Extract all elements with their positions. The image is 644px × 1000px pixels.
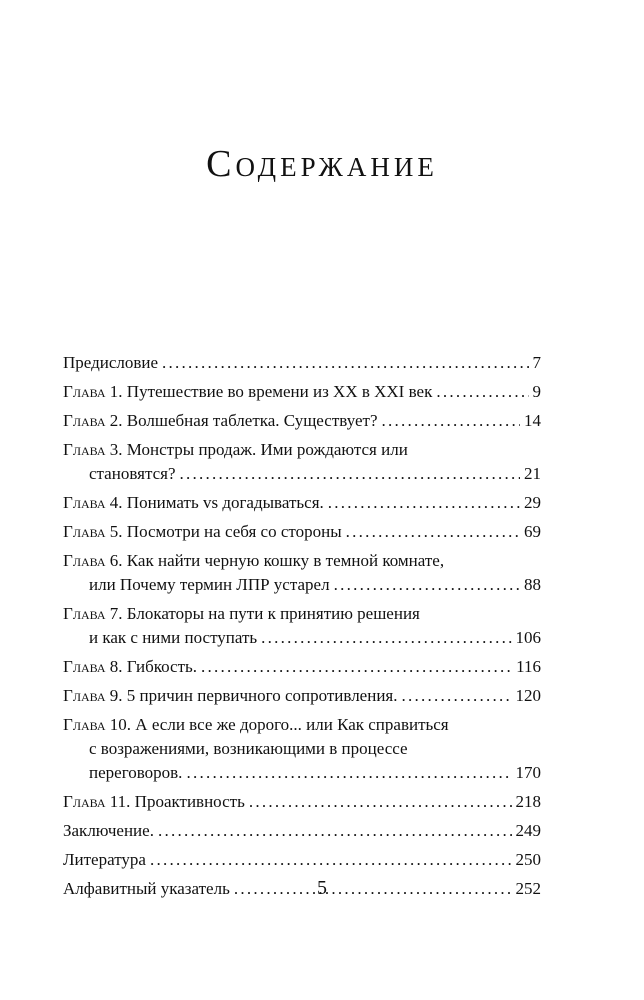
- toc-line: [63, 462, 541, 486]
- toc-entry-title: [89, 573, 330, 597]
- toc-entry-title: [63, 848, 146, 872]
- toc-page-number: 9: [532, 382, 541, 401]
- toc-line: [63, 549, 541, 573]
- toc-line: [63, 438, 541, 462]
- toc-title-text: 5 причин первичного сопротивления.: [126, 686, 398, 705]
- toc-chapter-number: Глава 9.: [63, 686, 123, 705]
- toc-page-number: 250: [515, 850, 541, 869]
- toc-entry-title: [63, 351, 158, 375]
- toc-title-text: Заключение.: [63, 821, 154, 840]
- toc-entry: [63, 713, 541, 785]
- toc-leader-dots: [162, 351, 528, 375]
- toc-title-text: Литература: [63, 850, 146, 869]
- toc-page-number: 120: [515, 686, 541, 705]
- toc-entry: [63, 380, 541, 404]
- toc-page-number: 116: [516, 657, 541, 676]
- toc-title-text: переговоров.: [89, 763, 183, 782]
- toc-chapter-number: Глава 11.: [63, 792, 131, 811]
- toc-line: [63, 573, 541, 597]
- toc-title-text: Блокаторы на пути к принятию решения: [126, 604, 420, 623]
- toc-title-text: Проактивность: [134, 792, 245, 811]
- toc-leader-dots: [346, 520, 520, 544]
- toc-page-number: 218: [515, 792, 541, 811]
- toc-line: [63, 491, 541, 515]
- toc-line: [63, 737, 541, 761]
- toc-title-text: Путешествие во времени из XX в XXI век: [126, 382, 433, 401]
- toc-entry-title: [63, 438, 408, 462]
- toc-entry-title: [63, 790, 245, 814]
- toc-page-number: 106: [515, 628, 541, 647]
- toc-leader-dots: [201, 655, 512, 679]
- toc-chapter-number: Глава 10.: [63, 715, 132, 734]
- toc-page-number: 252: [515, 879, 541, 898]
- toc-page-number: 249: [515, 821, 541, 840]
- toc-line: [63, 790, 541, 814]
- toc-page-number: 29: [524, 493, 541, 512]
- toc-leader-dots: [328, 491, 520, 515]
- toc-entry: [63, 819, 541, 843]
- toc-chapter-number: Глава 2.: [63, 411, 123, 430]
- toc-line: [63, 761, 541, 785]
- toc-line: [63, 409, 541, 433]
- toc-title-text: и как с ними поступать: [89, 628, 258, 647]
- toc-title-text: Монстры продаж. Ими рождаются или: [126, 440, 408, 459]
- table-of-contents: [63, 351, 541, 906]
- toc-entry-title: [63, 655, 197, 679]
- toc-page-number: 14: [524, 411, 541, 430]
- toc-chapter-number: Глава 6.: [63, 551, 123, 570]
- toc-leader-dots: [402, 684, 512, 708]
- toc-entry-title: [89, 462, 176, 486]
- toc-entry: [63, 790, 541, 814]
- toc-page-number: 170: [515, 763, 541, 782]
- toc-entry-title: [63, 549, 444, 573]
- toc-entry-title: [89, 737, 408, 761]
- toc-entry: [63, 409, 541, 433]
- toc-title-text: Гибкость.: [126, 657, 198, 676]
- toc-entry: [63, 351, 541, 375]
- toc-entry: [63, 438, 541, 486]
- toc-leader-dots: [249, 790, 512, 814]
- toc-entry-title: [89, 761, 182, 785]
- toc-title-text: А если все же дорого... или Как справиться: [135, 715, 449, 734]
- toc-line: [63, 684, 541, 708]
- toc-leader-dots: [261, 626, 511, 650]
- toc-page-number: 88: [524, 575, 541, 594]
- toc-entry-title: [63, 602, 420, 626]
- toc-line: [63, 655, 541, 679]
- toc-title-text: Посмотри на себя со стороны: [126, 522, 342, 541]
- toc-chapter-number: Глава 5.: [63, 522, 123, 541]
- toc-chapter-number: Глава 8.: [63, 657, 123, 676]
- toc-leader-dots: [158, 819, 512, 843]
- toc-line: [63, 380, 541, 404]
- toc-entry: [63, 655, 541, 679]
- page-title: Содержание: [206, 143, 438, 185]
- toc-line: [63, 819, 541, 843]
- toc-page-number: 69: [524, 522, 541, 541]
- toc-title-text: с возражениями, возникающими в процессе: [89, 739, 408, 758]
- toc-entry: [63, 602, 541, 650]
- toc-chapter-number: Глава 7.: [63, 604, 123, 623]
- toc-entry-title: [63, 713, 449, 737]
- toc-title-text: Как найти черную кошку в темной комнате,: [126, 551, 445, 570]
- toc-page-number: 7: [532, 353, 541, 372]
- toc-leader-dots: [150, 848, 512, 872]
- toc-leader-dots: [436, 380, 528, 404]
- page-number: 5: [317, 877, 327, 899]
- toc-entry-title: [63, 409, 378, 433]
- toc-line: [63, 602, 541, 626]
- toc-chapter-number: Глава 4.: [63, 493, 123, 512]
- toc-entry: [63, 491, 541, 515]
- toc-line: [63, 848, 541, 872]
- toc-title-text: Понимать vs догадываться.: [126, 493, 324, 512]
- toc-title-text: Волшебная таблетка. Существует?: [126, 411, 378, 430]
- toc-leader-dots: [382, 409, 521, 433]
- toc-entry-title: [63, 684, 398, 708]
- toc-title-text: или Почему термин ЛПР устарел: [89, 575, 330, 594]
- toc-line: [63, 626, 541, 650]
- toc-entry: [63, 684, 541, 708]
- toc-line: [63, 351, 541, 375]
- toc-entry: [63, 848, 541, 872]
- toc-entry-title: [63, 380, 432, 404]
- toc-page-number: 21: [524, 464, 541, 483]
- toc-title-text: становятся?: [89, 464, 176, 483]
- toc-leader-dots: [186, 761, 511, 785]
- toc-entry-title: [63, 491, 324, 515]
- toc-line: [63, 520, 541, 544]
- toc-chapter-number: Глава 1.: [63, 382, 123, 401]
- toc-title-text: Алфавитный указатель: [63, 879, 230, 898]
- toc-entry: [63, 520, 541, 544]
- toc-entry: [63, 549, 541, 597]
- toc-leader-dots: [180, 462, 521, 486]
- toc-leader-dots: [334, 573, 520, 597]
- toc-line: [63, 713, 541, 737]
- toc-chapter-number: Глава 3.: [63, 440, 123, 459]
- toc-title-text: Предисловие: [63, 353, 159, 372]
- toc-entry-title: [63, 520, 342, 544]
- toc-entry-title: [89, 626, 257, 650]
- toc-entry-title: [63, 819, 154, 843]
